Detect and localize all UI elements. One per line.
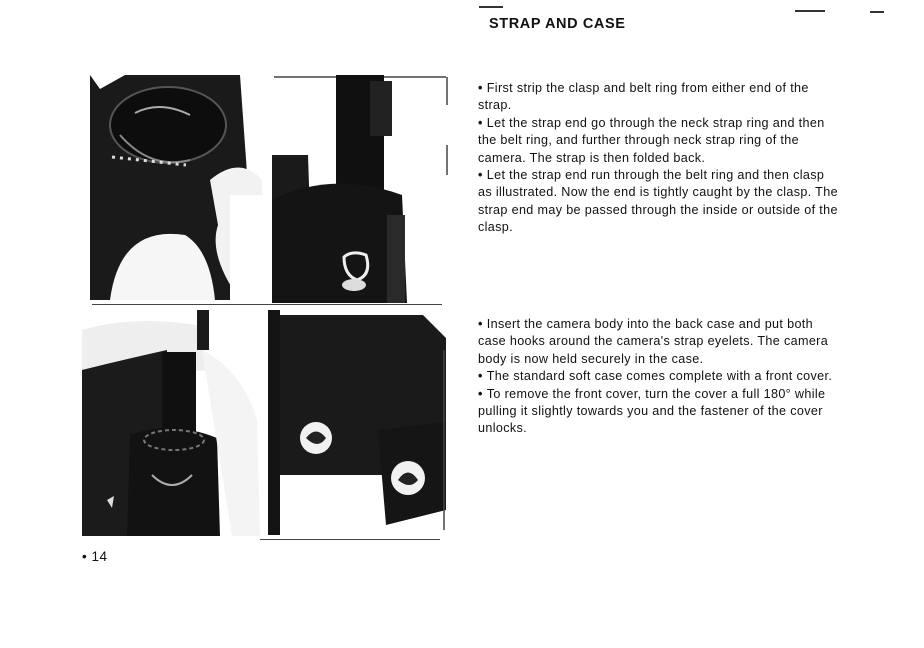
photo-bottom-line: [260, 539, 440, 540]
header-rule-right: [795, 10, 825, 12]
page-number: [82, 549, 108, 564]
photo-strap-clasp: [90, 75, 265, 300]
photo-strap-ring: [272, 75, 448, 303]
list-item-text: First strip the clasp and belt ring from either end of the strap.: [478, 81, 809, 113]
bullet-icon: •: [478, 317, 483, 331]
list-item-text: Let the strap end run through the belt ring and then clasp as illustrated. Now the end is tightly caught by the clasp. The strap end may be passed through the inside or outside of the clasp.: [478, 168, 838, 235]
photo-camera-in-case: [82, 310, 260, 536]
list-item-text: Insert the camera body into the back case and put both case hooks around the camera's strap eyelets. The camera body is now held securely in the case.: [478, 317, 829, 366]
page-number-value: 14: [91, 549, 108, 564]
list-item: [478, 386, 840, 438]
bullet-icon: •: [478, 115, 483, 130]
page-title: STRAP AND CASE: [489, 16, 626, 32]
bullet-icon: •: [82, 549, 88, 564]
header-rule-center: [479, 6, 503, 8]
photo-case-hooks: [268, 310, 448, 540]
list-item-text: To remove the front cover, turn the cover a full 180° while pulling it slightly towards you and the fastener of the cover unlocks.: [478, 386, 826, 436]
photo-divider-line: [92, 304, 442, 305]
list-item-text: The standard soft case comes complete with a front cover.: [486, 369, 833, 384]
bullet-icon: •: [478, 386, 483, 401]
list-item: [478, 80, 840, 115]
list-item: [478, 368, 840, 385]
list-item: [478, 167, 840, 237]
list-item-text: Let the strap end go through the neck strap ring and then the belt ring, and further through neck strap ring of the camera. The strap is then folded back.: [478, 115, 825, 165]
header-rule-corner: [870, 11, 884, 13]
bullet-icon: •: [478, 168, 483, 183]
list-item: [478, 115, 840, 167]
list-item: [478, 316, 840, 368]
bullet-icon: •: [478, 369, 483, 384]
strap-instructions: [478, 80, 840, 237]
case-instructions: [478, 316, 840, 438]
bullet-icon: •: [478, 81, 483, 95]
